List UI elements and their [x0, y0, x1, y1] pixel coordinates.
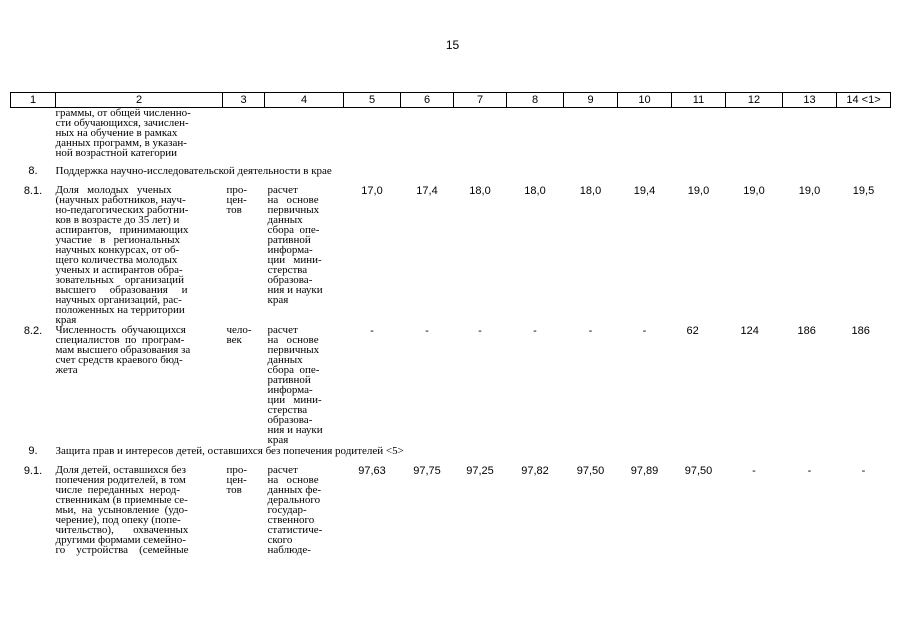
value-cell: 97,75 — [413, 465, 441, 477]
value-cell: 97,82 — [521, 465, 549, 477]
unit: про- цен- тов — [226, 184, 248, 216]
value-cell: 17,4 — [416, 185, 438, 197]
row-number: 9.1. — [23, 465, 43, 477]
value-cell: - — [752, 465, 756, 477]
header-cell: 13 — [783, 93, 837, 108]
row-8-1 — [11, 185, 891, 325]
value-cell: 19,5 — [852, 185, 875, 197]
value-cell: 97,89 — [630, 465, 659, 477]
row-number: 8.2. — [23, 325, 43, 337]
header-row — [11, 93, 891, 108]
section-number: 9. — [28, 445, 38, 457]
page-number: 15 — [445, 38, 460, 52]
indicator-name: Доля детей, оставшихся без попечения родителей, в том числе переданных нерод- ственникам (в приемные се- мьи, на усыновление (удо- черение), под опеку (попе- чительство), охваченных другими формами семейно- го устройства (семейные — [55, 464, 189, 556]
header-cell: 2 — [56, 93, 223, 108]
header-cell: 1 — [11, 93, 56, 108]
section-title: Защита прав и интересов детей, оставшихся без попечения родителей <5> — [55, 445, 404, 457]
value-cell: 62 — [686, 325, 699, 337]
value-cell: 124 — [740, 325, 759, 337]
row-number: 8.1. — [23, 185, 43, 197]
header-cell: 9 — [564, 93, 618, 108]
value-cell: - — [425, 325, 429, 337]
value-cell: 17,0 — [361, 185, 383, 197]
value-cell: - — [642, 325, 647, 337]
indicator-table — [10, 92, 891, 555]
value-cell: 19,0 — [743, 185, 765, 197]
header-cell: 11 — [672, 93, 726, 108]
value-cell: 186 — [851, 325, 870, 337]
header-cell: 6 — [401, 93, 454, 108]
row-9-1 — [11, 465, 891, 555]
header-cell: 4 — [265, 93, 344, 108]
section-title: Поддержка научно-исследовательской деятельности в крае — [55, 165, 332, 177]
value-cell: 97,63 — [358, 465, 386, 477]
value-cell: - — [861, 465, 866, 477]
value-cell: - — [588, 325, 593, 337]
value-cell: 18,0 — [579, 185, 602, 197]
header-cell: 10 — [618, 93, 672, 108]
value-cell: - — [533, 325, 537, 337]
indicator-name: Численность обучающихся специалистов по програм- мам высшего образования за счет средств краевого бюд- жета — [55, 324, 191, 376]
section-9-row — [11, 445, 891, 458]
header-cell: 7 — [454, 93, 507, 108]
section-number: 8. — [28, 165, 38, 177]
method: расчет на основе первичных данных сбора опе- ративной информа- ции мини- стерства образова- ния и науки края — [267, 324, 323, 446]
header-cell: 12 — [726, 93, 783, 108]
value-cell: 19,0 — [687, 185, 710, 197]
value-cell: 19,4 — [633, 185, 656, 197]
value-cell: 97,50 — [684, 465, 713, 477]
section-8-row — [11, 165, 891, 178]
value-cell: 18,0 — [469, 185, 491, 197]
method: расчет на основе данных фе- дерального государ- ственного статистиче- ского наблюде- — [267, 464, 323, 556]
header-cell: 8 — [507, 93, 564, 108]
value-cell: - — [478, 325, 482, 337]
value-cell: - — [807, 465, 812, 477]
header-cell: 14 <1> — [837, 93, 891, 108]
continuation-row — [11, 108, 891, 159]
header-cell: 5 — [344, 93, 401, 108]
value-cell: 97,25 — [466, 465, 494, 477]
value-cell: 186 — [797, 325, 816, 337]
unit: про- цен- тов — [226, 464, 248, 496]
value-cell: 18,0 — [524, 185, 546, 197]
value-cell: - — [370, 325, 374, 337]
method: расчет на основе первичных данных сбора опе- ративной информа- ции мини- стерства образова- ния и науки края — [267, 184, 323, 306]
row-8-2 — [11, 325, 891, 445]
value-cell: 19,0 — [798, 185, 821, 197]
header-cell: 3 — [223, 93, 265, 108]
value-cell: 97,50 — [576, 465, 605, 477]
continued-text: граммы, от общей численно- сти обучающихся, зачислен- ных на обучение в рамках данных программ, в указан- ной возрастной категории — [55, 107, 191, 159]
indicator-name: Доля молодых ученых (научных работников, науч- но-педагогических работни- ков в возрасте до 35 лет) и аспирантов, принимающих участие в региональных научных конкурсах, от об- щего количества молодых ученых и аспирантов обра- зовательных организаций высшего образования и научных организаций, рас- положенных на территории края — [55, 184, 189, 326]
unit: чело- век — [226, 324, 252, 346]
